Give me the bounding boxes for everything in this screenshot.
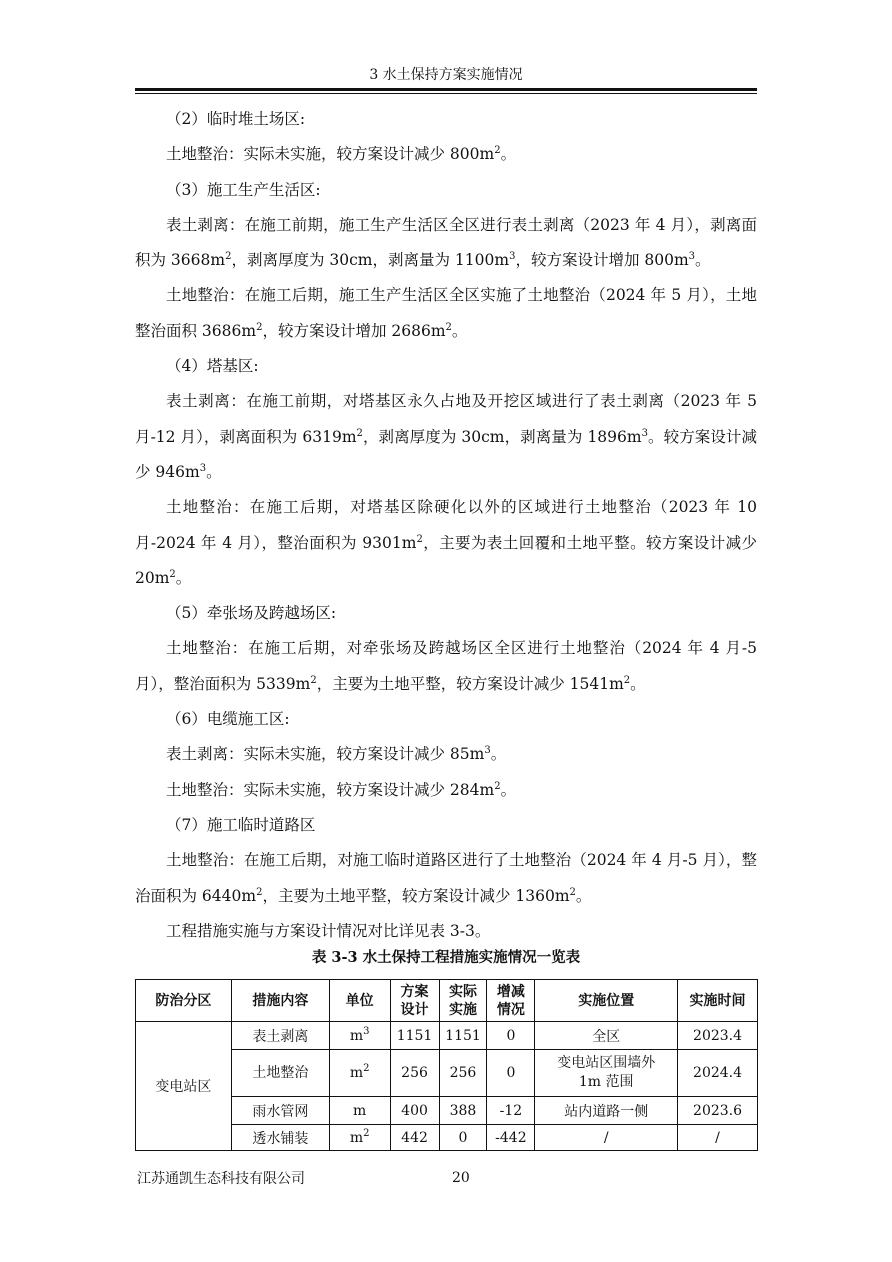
design-cell: 400 (390, 1097, 439, 1125)
paragraph-table-reference: 工程措施实施与方案设计情况对比详见表 3-3。 (166, 921, 491, 940)
section-heading-tower: （4）塔基区: (166, 357, 259, 376)
measures-table (135, 979, 758, 1151)
paragraph-tower-land: 土地整治：在施工后期，对塔基区除硬化以外的区域进行土地整治（2023 年 10 月-2024 年 4 月），整治面积为 $9301m^2$，主要为表土回覆和土地平整。较方案设计减少 $20m^2$。 (135, 498, 757, 587)
time-cell: 2023.4 (678, 1022, 758, 1050)
section-heading-temp-soil: （2）临时堆土场区: (166, 110, 306, 128)
change-cell: 0 (487, 1022, 535, 1050)
header-rule-thin (135, 93, 757, 94)
paragraph-tension-land: 土地整治：在施工后期，对牵张场及跨越场区全区进行土地整治（2024 年 4 月-5 月），整治面积为 $5339m^2$，主要为土地平整，较方案设计减少 $1541m^2$。 (135, 639, 757, 693)
paragraph-construction-topsoil: 表土剥离：在施工前期，施工生产生活区全区进行表土剥离（2023 年 4 月），剥离面积为 $3668m^2$，剥离厚度为 30cm，剥离量为 $1100m^3$，较方案设计增加 $800m^3$。 (135, 215, 757, 270)
header-unit: 单位 (329, 980, 390, 1022)
actual-cell: 256 (439, 1050, 487, 1097)
header-time: 实施时间 (678, 980, 758, 1022)
header-actual: 实际 实施 (439, 980, 487, 1022)
footer-company: 江苏通凯生态科技有限公司 (137, 1171, 305, 1187)
change-cell: -12 (487, 1097, 535, 1125)
paragraph-temp-soil-land: 土地整治：实际未实施，较方案设计减少 $800m^2$。 (166, 145, 517, 164)
measure-cell: 表土剥离 (231, 1022, 329, 1050)
header-zone: 防治分区 (136, 980, 232, 1022)
design-cell: 1151 (390, 1022, 439, 1050)
design-cell: 256 (390, 1050, 439, 1097)
paragraph-temp-road-land: 土地整治：在施工后期，对施工临时道路区进行了土地整治（2024 年 4 月-5 月），整治面积为 $6440m^2$，主要为土地平整，较方案设计减少 $1360m^2$。 (135, 851, 757, 905)
unit-cell: $m^3$ (329, 1022, 390, 1050)
table-caption: 表 3-3 水土保持工程措施实施情况一览表 (311, 949, 581, 966)
paragraph-cable-land: 土地整治：实际未实施，较方案设计减少 $284m^2$。 (166, 780, 517, 799)
zone-cell: 变电站区 (136, 1022, 232, 1151)
section-heading-tension-field: （5）牵张场及跨越场区: (166, 604, 337, 623)
body-text (135, 102, 757, 949)
measure-cell: 雨水管网 (231, 1097, 329, 1125)
paragraph-construction-land: 土地整治：在施工后期，施工生产生活区全区实施了土地整治（2024 年 5 月），土地整治面积 $3686m^2$，较方案设计增加 $2686m^2$。 (135, 286, 757, 340)
time-cell: / (678, 1125, 758, 1151)
location-cell: 全区 (535, 1022, 678, 1050)
section-heading-construction-living: （3）施工生产生活区: (166, 180, 321, 199)
actual-cell: 388 (439, 1097, 487, 1125)
location-cell: / (535, 1125, 678, 1151)
actual-cell: 1151 (439, 1022, 487, 1050)
unit-cell: $m^2$ (329, 1125, 390, 1151)
time-cell: 2024.4 (678, 1050, 758, 1097)
table-header-row (136, 980, 758, 1022)
header-rule-thick (135, 88, 757, 91)
measure-cell: 土地整治 (231, 1050, 329, 1097)
unit-cell: m (329, 1097, 390, 1125)
location-cell: 站内道路一侧 (535, 1097, 678, 1125)
paragraph-cable-topsoil: 表土剥离：实际未实施，较方案设计减少 $85m^3$。 (166, 745, 507, 764)
header-location: 实施位置 (535, 980, 678, 1022)
page-header-title: 3 水土保持方案实施情况 (369, 67, 523, 83)
time-cell: 2023.6 (678, 1097, 758, 1125)
actual-cell: 0 (439, 1125, 487, 1151)
section-heading-cable: （6）电缆施工区: (166, 710, 290, 729)
header-change: 增减 情况 (487, 980, 535, 1022)
design-cell: 442 (390, 1125, 439, 1151)
measure-cell: 透水铺装 (231, 1125, 329, 1151)
location-cell: 变电站区围墙外 1m 范围 (535, 1050, 678, 1097)
change-cell: 0 (487, 1050, 535, 1097)
header-design: 方案 设计 (390, 980, 439, 1022)
paragraph-tower-topsoil: 表土剥离：在施工前期，对塔基区永久占地及开挖区域进行了表土剥离（2023 年 5 月-12 月），剥离面积为 $6319m^2$，剥离厚度为 30cm，剥离量为 $1896m^3$。较方案设计减少 $946m^3$。 (135, 392, 757, 481)
header-measure: 措施内容 (231, 980, 329, 1022)
table-row (136, 1022, 758, 1050)
section-heading-temp-road: （7）施工临时道路区 (166, 815, 316, 834)
page-number: 20 (452, 1170, 470, 1186)
change-cell: -442 (487, 1125, 535, 1151)
unit-cell: $m^2$ (329, 1050, 390, 1097)
